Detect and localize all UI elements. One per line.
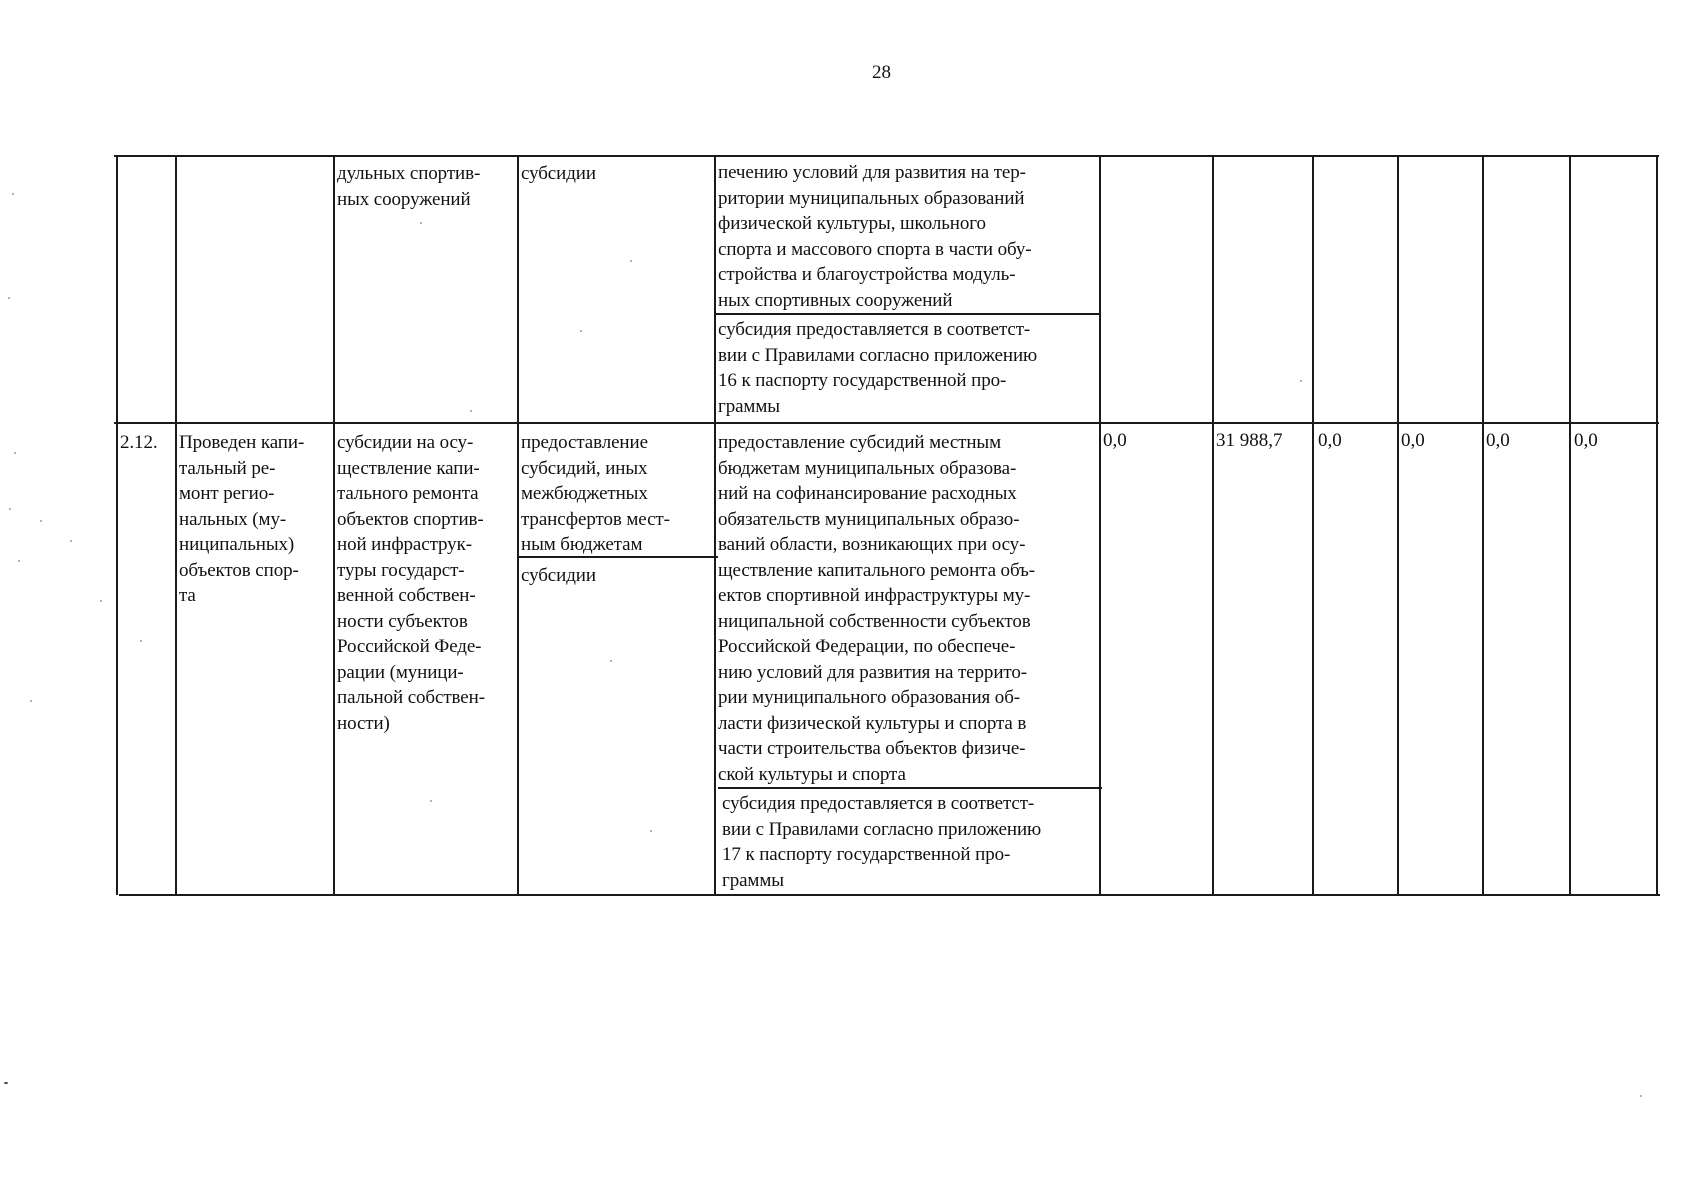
col-line-3	[517, 155, 519, 895]
value-cell-6: 0,0	[1574, 430, 1598, 451]
col-line-2	[333, 155, 335, 895]
desc-divider	[718, 787, 1102, 789]
col-line-6	[1212, 155, 1214, 895]
result-cell: Проведен капи- тальный ре- монт регио- нальных (му- ниципальных) объектов спор- та	[179, 432, 305, 606]
table-bottom-border	[119, 894, 1660, 896]
col-line-0	[116, 155, 118, 895]
cont-desc-divider	[714, 313, 1101, 315]
event-cell: субсидии на осу- ществление капи- тального ремонта объектов спортив- ной инфраструк- туры государст- венной собствен- ности субъектов Российской Феде- рации (муници- пальной собствен- ности)	[337, 432, 485, 734]
cont-description-top: печению условий для развития на тер- ритории муниципальных образований физической культуры, школьного спорта и массового спорта в части обу- стройства и благоустройства модуль- ных спортивных сооружений	[718, 162, 1032, 311]
row-divider	[114, 422, 1659, 424]
col-line-1	[175, 155, 177, 895]
cont-event-cell: дульных спортив- ных сооружений	[337, 163, 481, 210]
type-cell-top: предоставление субсидий, иных межбюджетных трансфертов мест- ным бюджетам	[521, 432, 670, 555]
description-cell-bottom: субсидия предоставляется в соответст- вии с Правилами согласно приложению 17 к паспорту государственной про- граммы	[722, 793, 1042, 891]
table-top-border	[114, 155, 1659, 157]
value-cell-1: 0,0	[1103, 430, 1127, 451]
col-line-10	[1569, 155, 1571, 895]
col-line-8	[1397, 155, 1399, 895]
col-line-7	[1312, 155, 1314, 895]
value-cell-4: 0,0	[1401, 430, 1425, 451]
col-line-11	[1656, 155, 1658, 895]
row-number-cell: 2.12.	[120, 432, 158, 453]
type-cell-bottom: субсидии	[521, 565, 596, 586]
value-cell-5: 0,0	[1486, 430, 1510, 451]
description-cell-top: предоставление субсидий местным бюджетам муниципальных образова- ний на софинансирование расходных обязательств муниципальных образо- ваний области, возникающих при осу- ществление капитального ремонта объ- ектов спортивной инфраструктуры му- ниципальной собственности субъектов Российской Федерации, по обеспече- нию условий для развития на террито- рии муниципального образования об- ласти физической культуры и спорта в части строительства объектов физиче- ской культуры и спорта	[718, 432, 1035, 785]
value-cell-3: 0,0	[1318, 430, 1342, 451]
cont-type-cell: субсидии	[521, 163, 596, 184]
value-cell-2: 31 988,7	[1216, 430, 1283, 451]
cont-description-bottom: субсидия предоставляется в соответст- вии с Правилами согласно приложению 16 к паспорту государственной про- граммы	[718, 319, 1038, 417]
col-line-9	[1482, 155, 1484, 895]
page-number: 28	[872, 62, 891, 83]
